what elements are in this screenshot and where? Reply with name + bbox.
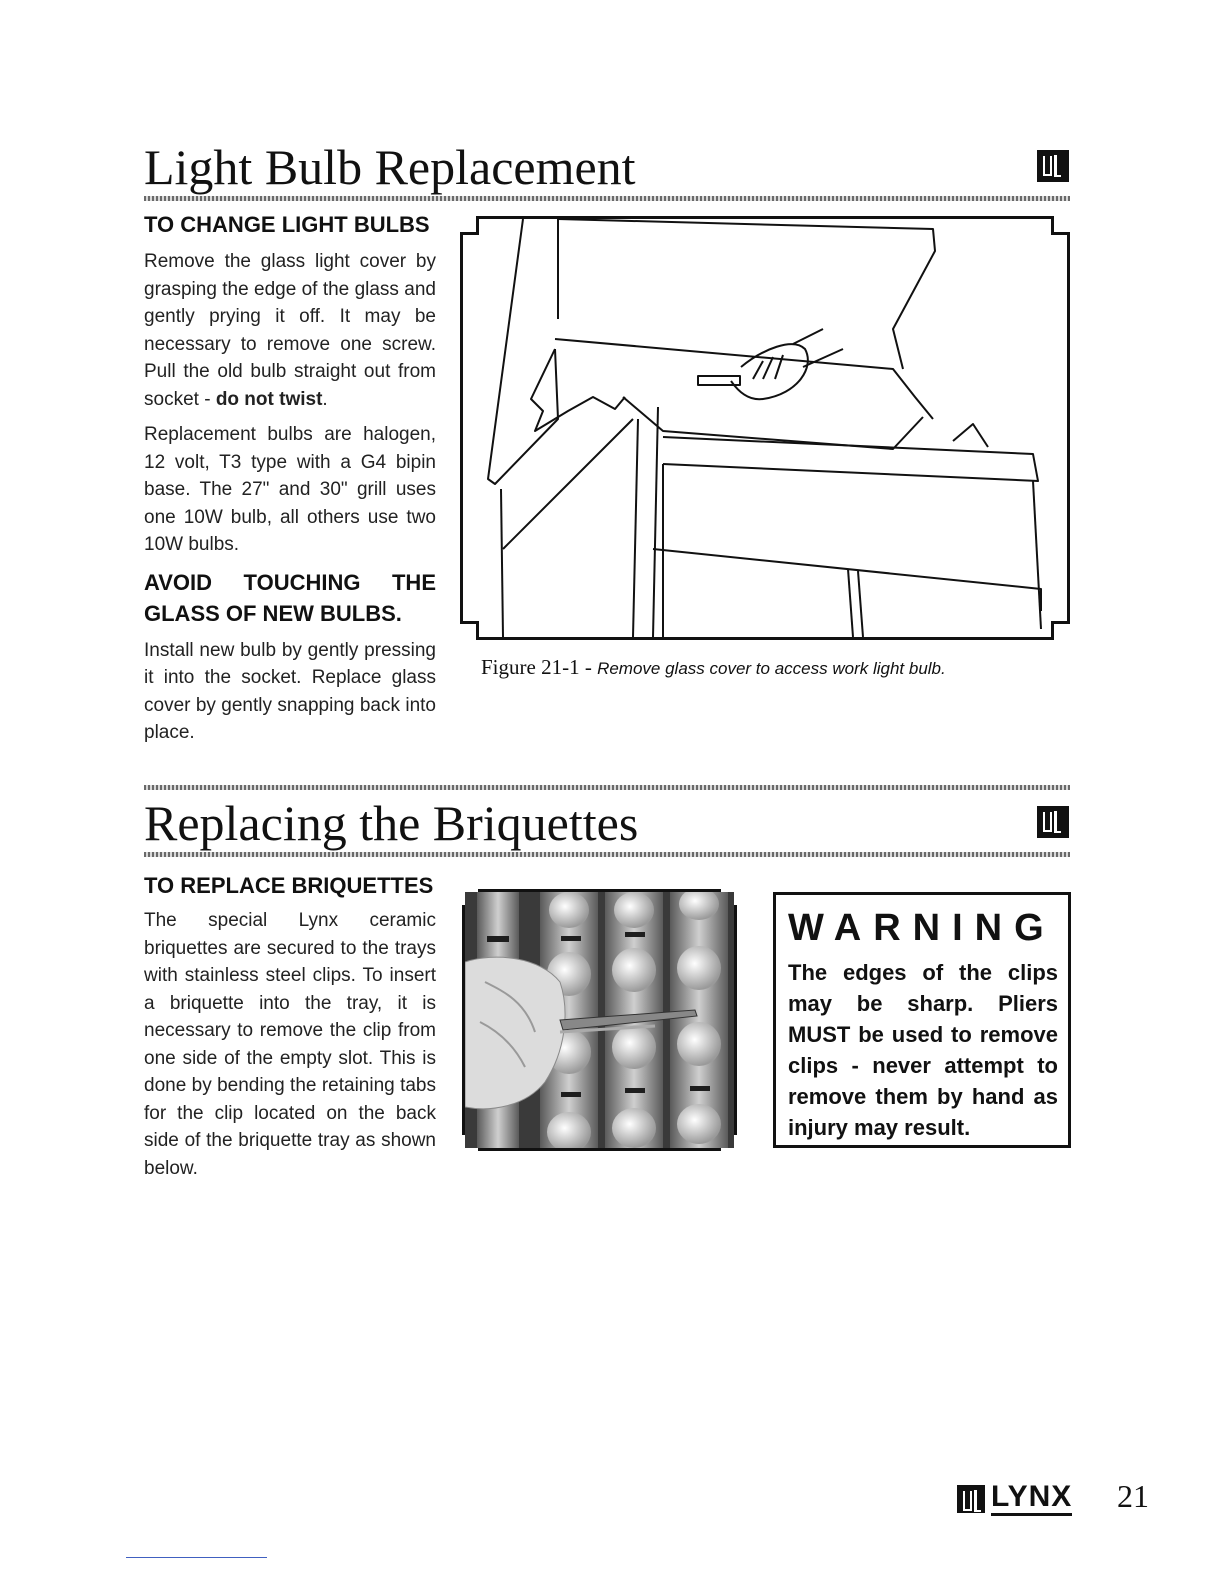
paragraph-end-punct: .	[322, 388, 328, 410]
section-divider	[144, 852, 1070, 857]
warning-text: The edges of the clips may be sharp. Pliers MUST be used to remove clips - never attempt to remove them by hand as injury may result.	[788, 960, 1058, 1140]
section-title-light-bulb: Light Bulb Replacement	[144, 139, 636, 195]
lynx-logo-icon	[1037, 150, 1069, 182]
footer-brand-text: LYNX	[991, 1480, 1072, 1516]
briquette-tray-photo	[462, 889, 737, 1151]
figure-caption-text: Remove glass cover to access work light bulb.	[597, 659, 946, 678]
warning-box	[773, 892, 1071, 1148]
subheading-change-bulbs: TO CHANGE LIGHT BULBS	[144, 212, 430, 237]
footer-brand	[991, 1480, 1072, 1514]
caution-heading: AVOID TOUCHING THE GLASS OF NEW BULBS.	[144, 569, 436, 626]
section-divider-top	[144, 785, 1070, 790]
grill-line-drawing	[463, 219, 1067, 637]
warning-title: WARNING	[788, 907, 1056, 949]
paragraph-replacement-bulbs: Replacement bulbs are halogen, 12 volt, T3 type with a G4 bipin base. The 27" and 30" grill uses one 10W bulb, all others use two 10W bulbs.	[144, 424, 436, 556]
page-number: 21	[1117, 1478, 1149, 1514]
subheading-replace-briquettes: TO REPLACE BRIQUETTES	[144, 873, 434, 898]
paragraph-briquettes: The special Lynx ceramic briquettes are secured to the trays with stainless steel clips. To insert a briquette into the tray, it is necessary to remove the clip from one side of the empty slot. This is done by bending the retaining tabs for the clip located on the back side of the briquette tray as shown below.	[144, 910, 436, 1179]
figure-grill-light	[460, 216, 1070, 640]
section-divider	[144, 196, 1070, 201]
briquette-photo-image	[465, 892, 734, 1148]
paragraph-remove-cover	[144, 248, 436, 413]
do-not-twist-emphasis: do not twist	[215, 388, 323, 410]
light-bulb-body	[144, 248, 436, 559]
paragraph-remove-cover-text: Remove the glass light cover by grasping the edge of the glass and gently prying it off. It may be necessary to remove one screw. Pull the old bulb straight out from socket -	[144, 251, 436, 410]
paragraph-install-bulb: Install new bulb by gently pressing it into the socket. Replace glass cover by gently snapping back into place.	[144, 639, 436, 744]
lynx-logo-icon	[1037, 806, 1069, 838]
footnote-rule	[126, 1557, 267, 1558]
figure-label: Figure 21-1 -	[481, 655, 598, 679]
footer-logo-icon	[957, 1485, 985, 1513]
figure-caption	[481, 655, 946, 680]
section-title-briquettes: Replacing the Briquettes	[144, 795, 639, 851]
